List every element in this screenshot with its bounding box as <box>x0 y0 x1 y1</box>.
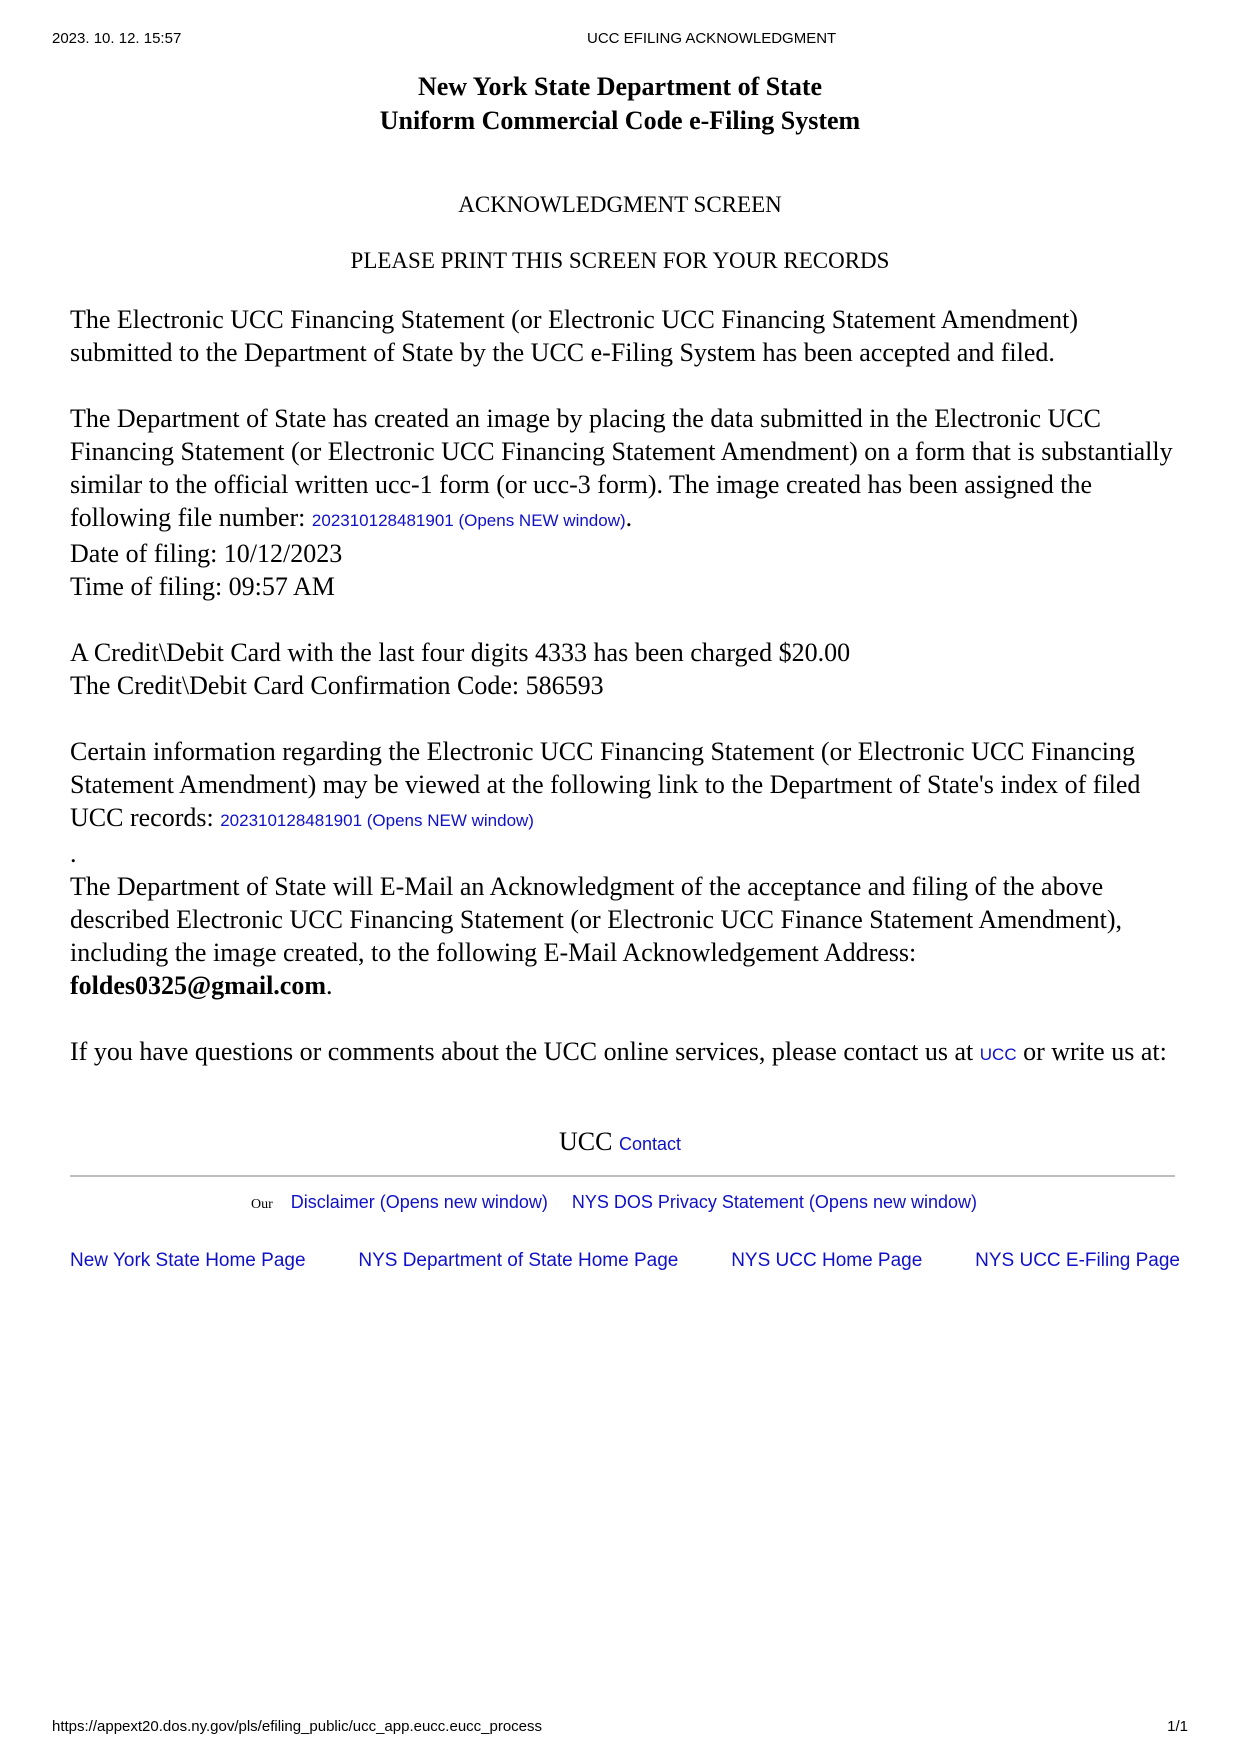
index-paragraph <box>70 735 1180 837</box>
period-line: . <box>70 839 77 868</box>
screen-label: ACKNOWLEDGMENT SCREEN <box>458 192 782 217</box>
date-of-filing: Date of filing: 10/12/2023 <box>70 539 343 568</box>
our-label: Our <box>250 1197 273 1212</box>
privacy-statement-link[interactable]: NYS DOS Privacy Statement (Opens new window) <box>571 1192 978 1212</box>
ucc-home-link[interactable]: NYS UCC Home Page <box>731 1250 923 1271</box>
page-title-line1: New York State Department of State <box>417 72 823 101</box>
page-number: 1/1 <box>1167 1718 1188 1735</box>
time-of-filing: Time of filing: 09:57 AM <box>70 572 335 601</box>
print-notice: PLEASE PRINT THIS SCREEN FOR YOUR RECORDS <box>350 248 890 273</box>
card-confirmation: The Credit\Debit Card Confirmation Code: 586593 <box>70 671 604 700</box>
dos-home-link[interactable]: NYS Department of State Home Page <box>358 1250 679 1271</box>
contact-paragraph <box>70 1035 1180 1071</box>
print-url: https://appext20.dos.ny.gov/pls/efiling_public/ucc_app.eucc.eucc_process <box>52 1718 543 1735</box>
card-charge: A Credit\Debit Card with the last four digits 4333 has been charged $20.00 <box>70 638 851 667</box>
email-paragraph: The Department of State will E-Mail an Acknowledgment of the acceptance and filing of the above described Electronic UCC Financing Statement (or Electronic UCC Finance Statement Amendment), including the image created, to the following E-Mail Acknowledgement Address: foldes0325@gmail.com. <box>70 872 1123 1000</box>
print-datetime: 2023. 10. 12. 15:57 <box>52 30 182 47</box>
index-paragraph-text: Certain information regarding the Electronic UCC Financing Statement (or Electronic UCC Financing Statement Amendment) may be viewed at the following link to the Department of State's index of filed UCC records: <box>70 737 1141 832</box>
contact-paragraph-text: If you have questions or comments about the UCC online services, please contact us at <box>70 1037 974 1066</box>
index-link[interactable]: 202310128481901 (Opens NEW window) <box>220 811 534 830</box>
image-paragraph: The Department of State has created an image by placing the data submitted in the Electronic UCC Financing Statement (or Electronic UCC Financing Statement Amendment) on a form that is substantially similar to the official written ucc-1 form (or ucc-3 form). The image created has been assigned the following file number: 202310128481901 (Opens NEW window). <box>70 404 1173 532</box>
email-address: foldes0325@gmail.com <box>70 971 326 1000</box>
ucc-contact-link[interactable]: UCC <box>979 1045 1017 1064</box>
nys-home-link[interactable]: New York State Home Page <box>70 1250 306 1271</box>
print-title: UCC EFILING ACKNOWLEDGMENT <box>587 30 837 47</box>
print-header <box>52 30 1188 50</box>
ucc-contact-label: UCC <box>558 1127 613 1156</box>
divider <box>70 1175 1175 1177</box>
disclaimer-link[interactable]: Disclaimer (Opens new window) <box>290 1192 548 1212</box>
email-paragraph-text: The Department of State will E-Mail an Acknowledgment of the acceptance and filing of the above described Electronic UCC Financing Statement (or Electronic UCC Finance Statement Amendment), including the image created, to the following E-Mail Acknowledgement Address: <box>70 872 1123 967</box>
file-number-link[interactable]: 202310128481901 (Opens NEW window) <box>311 511 626 530</box>
print-footer <box>52 1718 1188 1738</box>
acknowledgment-body <box>70 303 1180 1071</box>
contact-link[interactable]: Contact <box>618 1134 681 1154</box>
image-paragraph-text: The Department of State has created an image by placing the data submitted in the Electronic UCC Financing Statement (or Electronic UCC Financing Statement Amendment) on a form that is substantially similar to the official written ucc-1 form (or ucc-3 form). The image created has been assigned the following file number: <box>70 404 1173 532</box>
ucc-efiling-link[interactable]: NYS UCC E-Filing Page <box>975 1250 1180 1271</box>
disclaimer-row <box>0 1192 1240 1213</box>
page-title <box>0 70 1240 138</box>
ucc-contact-block <box>0 1127 1240 1157</box>
home-links <box>70 1250 1180 1272</box>
contact-paragraph-suffix: or write us at: <box>1023 1037 1167 1066</box>
accepted-paragraph: The Electronic UCC Financing Statement (or Electronic UCC Financing Statement Amendment) submitted to the Department of State by the UCC e-Filing System has been accepted and filed. <box>70 305 1078 367</box>
page-title-line2: Uniform Commercial Code e-Filing System <box>379 106 861 135</box>
